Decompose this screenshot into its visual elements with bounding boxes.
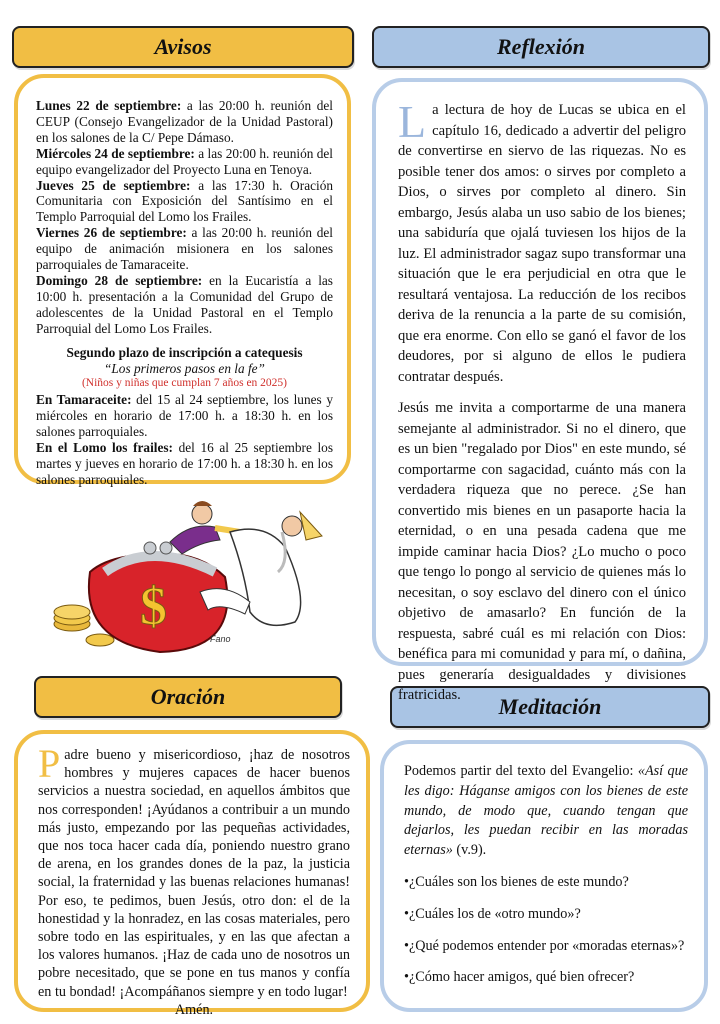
meditacion-intro: Podemos partir del texto del Evangelio: «Así que les digo: Háganse amigos con los bienes de este mundo, de modo que, cuando tengan que dejarlos, les puedan recibir en las moradas eternas» (v.9). — [404, 763, 688, 859]
meditacion-box — [380, 740, 708, 1012]
oracion-title: Oración — [150, 684, 226, 709]
oracion-amen: Amén. — [174, 1001, 214, 1018]
reflexion-header — [372, 26, 710, 68]
reflexion-title: Reflexión — [497, 34, 585, 59]
meditacion-question: •¿Cómo hacer amigos, qué bien ofrecer? — [404, 969, 635, 986]
catequesis-note: (Niños y niñas que cumplan 7 años en 2025) — [81, 377, 288, 390]
oracion-header — [34, 676, 342, 718]
aviso-item: Domingo 28 de septiembre: en la Eucaristía a las 10:00 h. presentación a la Comunidad del Grupo de adolescentes de la Unidad Pastoral en el Templo Parroquial del Lomo Los Frailes. — [36, 272, 333, 336]
avisos-title: Avisos — [154, 34, 212, 59]
dollar-sign-icon: $ — [140, 576, 167, 636]
aviso-item: Miércoles 24 de septiembre: a las 20:00 h. reunión del equipo evangelizador del Proyecto Luna en Tenoya. — [36, 145, 333, 177]
reflexion-paragraph-1: La lectura de hoy de Lucas se ubica en el capítulo 16, dedicado a advertir del peligro de convertirse en siervo de las riquezas. No es posible tener dos amos: o sirves por completo a Dios, o sirves por completo al dinero. Sin embargo, Jesús alaba un uso sabio de los bienes; una sabiduría que ojalá tuviesen los hijos de la luz. El administrador sagaz supo transformar una situación que le era perjudicial en otra que le resultará ventajosa. La reducción de los recibos deriva de la renuncia a la parte de su comisión, que era enorme. Con ello se ganó el favor de los deudores, por si alguno de ellos le pudiera contratar después. — [398, 96, 686, 385]
purse-illustration — [50, 492, 350, 662]
meditacion-question: •¿Cuáles los de «otro mundo»? — [404, 905, 581, 922]
aviso-item: Viernes 26 de septiembre: a las 20:00 h. reunión del equipo de animación misionera en los salones parroquiales de Tamaraceite. — [36, 225, 333, 273]
signature: Fano — [210, 634, 231, 644]
aviso-item: Lunes 22 de septiembre: a las 20:00 h. reunión del CEUP (Consejo Evangelizador de la Unidad Pastoral) en los salones de la C/ Pepe Dámaso. — [36, 98, 333, 145]
aviso-item: Jueves 25 de septiembre: a las 17:30 h. Oración Comunitaria con Exposición del Santísimo en el Templo Parroquial del Lomo los Frailes. — [36, 177, 333, 225]
reflexion-paragraph-2: Jesús me invita a comportarme de una manera semejante al administrador. Si no el dinero, que es un bien "regalado por Dios" en este mundo, sé comportarme con sagacidad, cuánto más con la verdadera riqueza que no perece. ¿Se han convertido mis bienes en un pasaporte hacia la eternidad, o en una pesada cadena que me impide caminar hacia Dios? ¿Lo mucho o poco que tengo lo pongo al servicio de quienes más lo necesitan, o soy esclavo del dinero con el único objetivo de amasarlo? En función de la respuesta, sabré cuál es mi relación con Dios: benéfica para mi comunidad y para mí, o dañina, pues generaría desigualdades y divisiones fratricidas. — [398, 400, 686, 703]
reflexion-content — [398, 96, 686, 706]
oracion-dropcap: P — [38, 741, 61, 786]
oracion-content — [38, 741, 350, 1019]
catequesis-heading: Segundo plazo de inscripción a catequesis — [66, 344, 303, 360]
catequesis-subtitle: “Los primeros pasos en la fe” — [104, 360, 265, 376]
avisos-content — [36, 98, 333, 488]
catequesis-place: En Tamaraceite: del 15 al 24 septiembre, los lunes y miércoles en horario de 17:00 h. a 18:30 h. en los salones parroquiales. — [36, 392, 333, 440]
oracion-box — [14, 730, 370, 1018]
avisos-box — [14, 74, 351, 487]
reflexion-dropcap: L — [398, 96, 427, 147]
meditacion-question: •¿Cuáles son los bienes de este mundo? — [404, 873, 629, 890]
oracion-paragraph: Padre bueno y misericordioso, ¡haz de nosotros hombres y mujeres capaces de hacer buenos servicios a nuestra sociedad, en aquellos ámbitos que nos corresponden! ¡Ayúdanos a contribuir a un mundo más justo, empezando por las pequeñas actividades, que nos toca hacer cada día, poniendo nuestro grano de arena, en los grandes dones de la paz, la justicia social, la fraternidad y las buenas relaciones humanas! Por eso, te pedimos, buen Jesús, otro don: el de la honestidad y la honradez, en las cosas materiales, pero sobre todo en las espirituales, y en las que afectan a los valores humanos. ¡Haz de cada uno de nosotros un pobre necesitado, que se pone en tus manos y confía en tu bondad! ¡Acompáñanos siempre y en todo lugar! — [38, 741, 350, 1000]
avisos-header — [12, 26, 354, 68]
catequesis-place: En el Lomo los frailes: del 16 al 25 septiembre los martes y jueves en horario de 17:00 h. a 18:30 h. en los salones parroquiales. — [36, 440, 333, 487]
meditacion-question: •¿Qué podemos entender por «moradas eternas»? — [404, 937, 685, 954]
man-figure — [170, 501, 240, 554]
meditacion-title: Meditación — [498, 694, 602, 719]
meditacion-content — [404, 762, 688, 988]
reflexion-box — [372, 78, 708, 703]
